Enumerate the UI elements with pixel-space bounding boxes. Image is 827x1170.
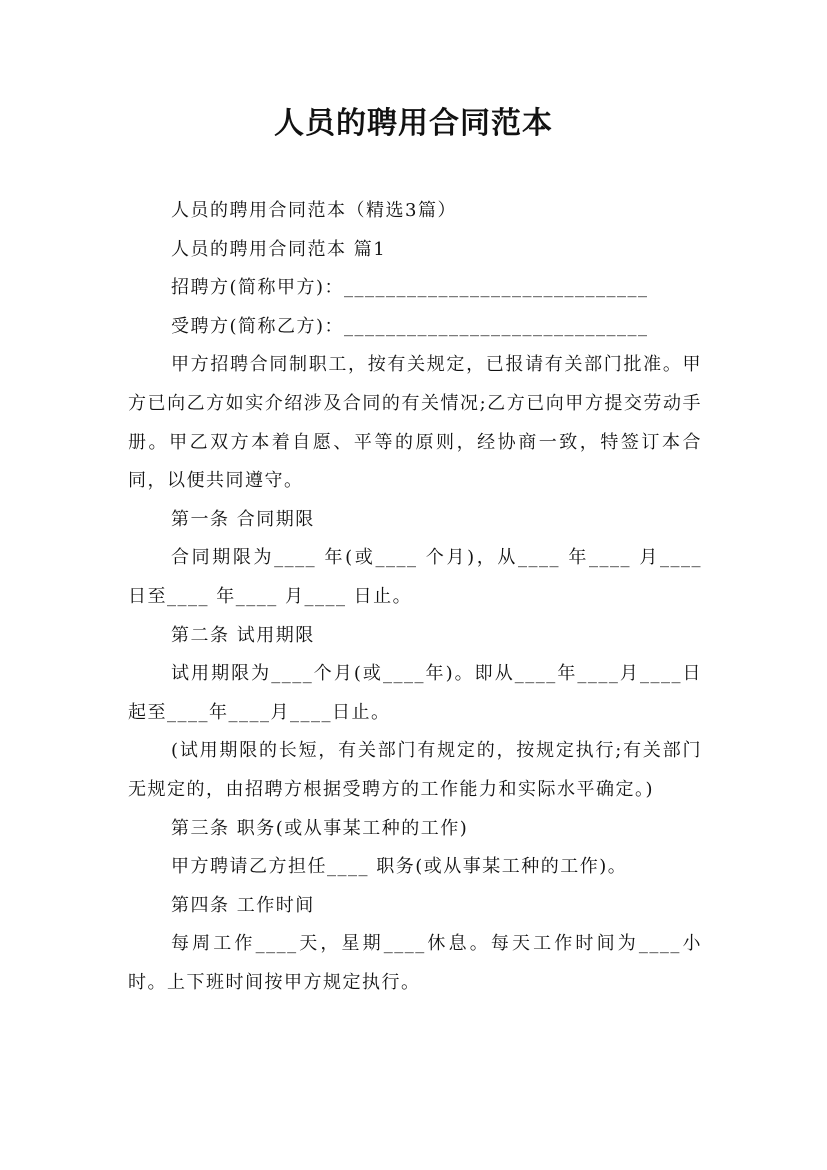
document-title: 人员的聘用合同范本: [274, 106, 553, 141]
article-2-note: (试用期限的长短，有关部门有规定的，按规定执行;有关部门无规定的，由招聘方根据受聘方的工作能力和实际水平确定。): [128, 740, 702, 800]
article-4-heading: 第四条 工作时间: [171, 894, 315, 916]
article-3-heading: 第三条 职务(或从事某工种的工作): [171, 817, 469, 839]
paragraph-employer: 招聘方(简称甲方)：_____________________________: [171, 277, 649, 299]
article-2-text: 试用期限为____个月(或____年)。即从____年____月____日起至____年____月____日止。: [128, 663, 702, 723]
paragraph-subtitle: 人员的聘用合同范本（精选3篇）: [171, 200, 457, 221]
article-2-heading: 第二条 试用期限: [171, 624, 315, 646]
article-3-text: 甲方聘请乙方担任____ 职务(或从事某工种的工作)。: [171, 856, 628, 878]
paragraph-preamble: 甲方招聘合同制职工，按有关规定，已报请有关部门批准。甲方已向乙方如实介绍涉及合同的有关情况;乙方已向甲方提交劳动手册。甲乙双方本着自愿、平等的原则，经协商一致，特签订本合同，以便共同遵守。: [128, 354, 702, 492]
article-1-text: 合同期限为____ 年(或____ 个月)，从____ 年____ 月____ 日至____ 年____ 月____ 日止。: [128, 547, 702, 607]
article-4-text: 每周工作____天，星期____休息。每天工作时间为____小时。上下班时间按甲方规定执行。: [128, 933, 702, 993]
paragraph-employee: 受聘方(简称乙方)：_____________________________: [171, 315, 649, 337]
paragraph-section-heading: 人员的聘用合同范本 篇1: [171, 238, 387, 260]
article-1-heading: 第一条 合同期限: [171, 508, 315, 530]
document-body: [128, 192, 702, 1002]
